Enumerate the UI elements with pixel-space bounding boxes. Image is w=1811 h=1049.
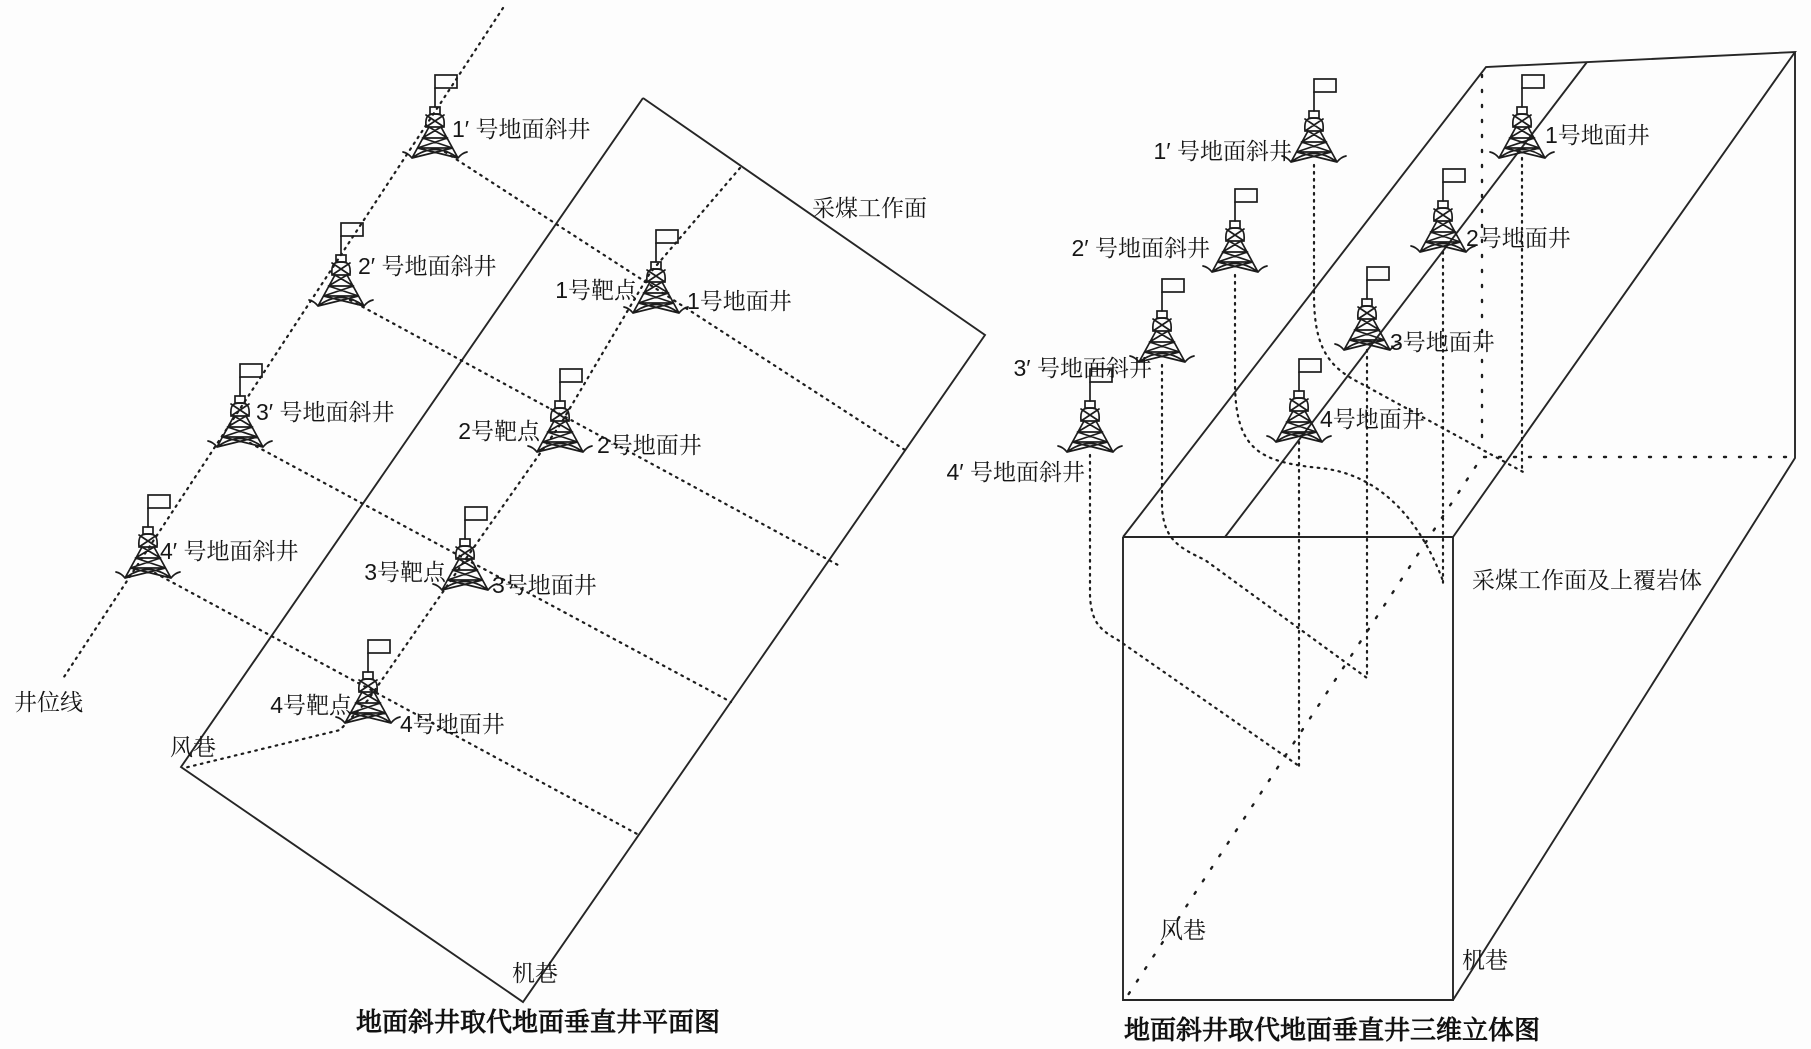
derrick-incline-4-icon	[1058, 369, 1122, 452]
vertical-well-4-label: 4号地面井	[1320, 406, 1425, 432]
plan-figure-caption: 地面斜井取代地面垂直井平面图	[355, 1007, 721, 1037]
incline-path-2	[350, 300, 838, 565]
target-3-label: 3号靶点	[364, 559, 446, 585]
derrick-incline-3-icon	[1130, 279, 1194, 362]
surface-well-1-label: 1号地面井	[687, 288, 792, 314]
well-position-line-label: 井位线	[14, 689, 83, 715]
incline-bore-4	[1090, 455, 1299, 766]
vertical-well-2-label: 2号地面井	[1466, 225, 1571, 251]
incline-well-2-label: 2′ 号地面斜井	[358, 253, 497, 279]
surface-well-2-label: 2号地面井	[597, 432, 702, 458]
incline-well-3-label: 3′ 号地面斜井	[1013, 355, 1152, 381]
target-2-label: 2号靶点	[458, 418, 540, 444]
right-face-edges	[1453, 52, 1795, 1000]
vertical-well-1-label: 1号地面井	[1545, 122, 1650, 148]
air-roadway-label: 风巷	[1160, 917, 1206, 943]
coal-face-overburden-label: 采煤工作面及上覆岩体	[1472, 567, 1702, 593]
incline-well-3-label: 3′ 号地面斜井	[256, 399, 395, 425]
panel-outline	[181, 98, 985, 1002]
surface-well-4-label: 4号地面井	[400, 711, 505, 737]
surface-well-3-label: 3号地面井	[492, 572, 597, 598]
derrick-incline-2-icon	[1203, 189, 1267, 272]
vertical-well-3-label: 3号地面井	[1390, 329, 1495, 355]
incline-well-1-label: 1′ 号地面斜井	[452, 116, 591, 142]
derrick-incline-4-icon	[116, 495, 180, 578]
well-row-line	[1225, 62, 1587, 537]
top-face	[1123, 52, 1795, 537]
air-roadway-label: 风巷	[170, 734, 216, 760]
incline-well-2-label: 2′ 号地面斜井	[1071, 235, 1210, 261]
iso-figure-caption: 地面斜井取代地面垂直井三维立体图	[1123, 1015, 1541, 1045]
hidden-bottom-left-edge	[1128, 466, 1476, 995]
plan-view-figure	[14, 8, 985, 1002]
machine-roadway-label: 机巷	[512, 960, 558, 986]
iso-view-figure	[947, 52, 1796, 1000]
incline-well-4-label: 4′ 号地面斜井	[160, 538, 299, 564]
target-4-label: 4号靶点	[270, 692, 352, 718]
coal-face-label: 采煤工作面	[812, 195, 927, 221]
incline-well-4-label: 4′ 号地面斜井	[946, 459, 1085, 485]
machine-roadway-label: 机巷	[1462, 947, 1508, 973]
target-1-label: 1号靶点	[555, 277, 637, 303]
incline-well-1-label: 1′ 号地面斜井	[1153, 138, 1292, 164]
